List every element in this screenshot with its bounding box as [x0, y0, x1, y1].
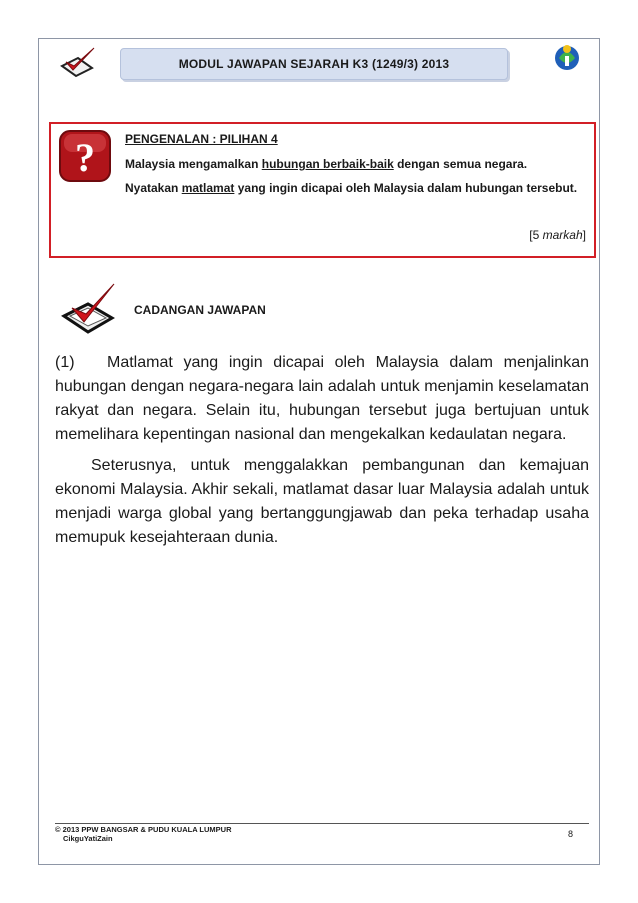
checkbox-tick-icon — [56, 46, 98, 80]
marks-close: ] — [582, 228, 586, 242]
question-text-part: Nyatakan — [125, 181, 182, 195]
header-title: MODUL JAWAPAN SEJARAH K3 (1249/3) 2013 — [178, 57, 450, 71]
marks-word: markah — [542, 228, 583, 242]
page-number: 8 — [568, 829, 574, 839]
footer-copyright: © 2013 PPW BANGSAR & PUDU KUALA LUMPUR — [55, 825, 232, 834]
question-text-part: Malaysia mengamalkan — [125, 157, 262, 171]
answer-body — [55, 351, 589, 550]
question-keyword-relations: hubungan berbaik-baik — [261, 157, 394, 171]
question-text-part: dengan semua negara. — [393, 157, 528, 171]
question-marks — [529, 228, 586, 242]
answer-paragraph — [55, 351, 589, 447]
answer-paragraph — [55, 454, 589, 550]
checkbox-tick-icon — [60, 282, 116, 334]
header-title-bar — [120, 48, 508, 80]
marks-open: [5 — [529, 228, 543, 242]
question-mark-icon — [59, 130, 111, 182]
question-text — [125, 152, 587, 200]
question-text-part: yang ingin dicapai oleh Malaysia dalam hubungan tersebut. — [234, 181, 578, 195]
question-keyword-goal: matlamat — [181, 181, 235, 195]
footer-credits — [55, 825, 232, 843]
question-title: PENGENALAN : PILIHAN 4 — [125, 132, 278, 146]
school-logo-icon — [553, 42, 581, 72]
answer-number: (1) — [55, 354, 75, 371]
question-box — [49, 122, 596, 258]
footer-rule — [55, 823, 589, 824]
svg-text:?: ? — [75, 135, 95, 180]
answer-title: CADANGAN JAWAPAN — [134, 303, 266, 317]
footer-author: CikguYatiZain — [63, 834, 113, 843]
answer-paragraph-text: Seterusnya, untuk menggalakkan pembangunan dan kemajuan ekonomi Malaysia. Akhir sekali, matlamat dasar luar Malaysia adalah untuk menjadi warga global yang bertanggungjawab dan peka terhadap usaha memupuk kesejahteraan dunia. — [55, 457, 589, 546]
answer-paragraph-text: Matlamat yang ingin dicapai oleh Malaysia dalam menjalinkan hubungan dengan negara-negara lain adalah untuk menjamin keselamatan rakyat dan negara. Selain itu, hubungan tersebut juga bertujuan untuk memelihara kepentingan nasional dan mengekalkan kedaulatan negara. — [55, 354, 589, 443]
